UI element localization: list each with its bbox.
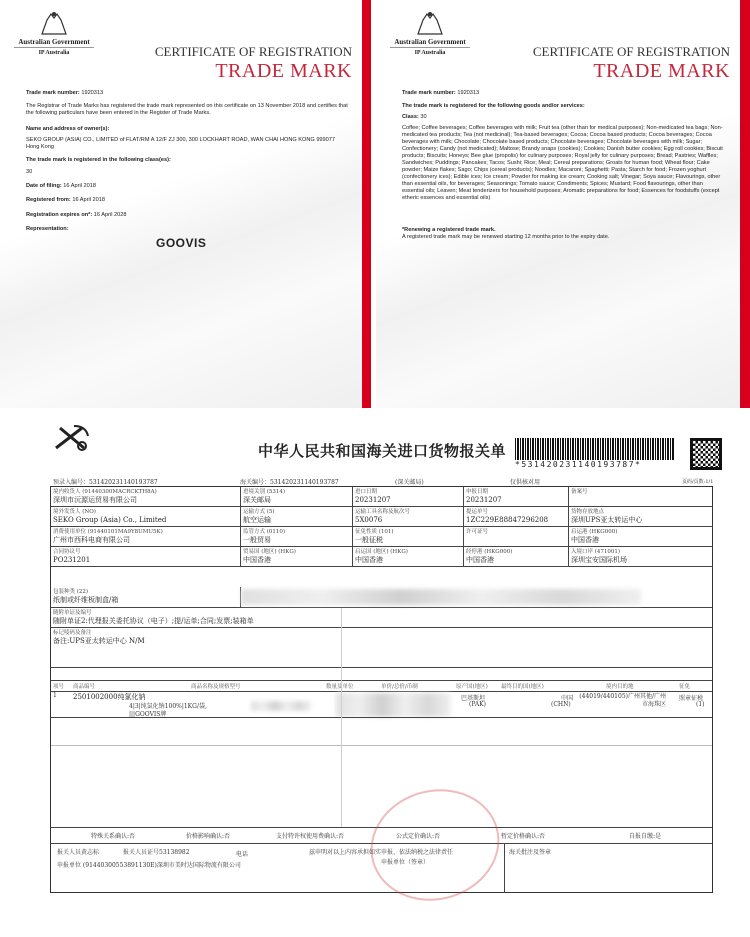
docs-cell — [51, 608, 713, 628]
class-label: Class: — [402, 114, 419, 120]
marks-label: 标记唛码及备注 — [53, 630, 92, 636]
field-cell — [51, 547, 241, 567]
from-date: 16 April 2018 — [72, 197, 105, 203]
field-label: 运输工具名称及航次号 — [355, 509, 411, 515]
redacted-area — [251, 701, 311, 711]
renew-text: A registered trade mark may be renewed starting 12 months prior to the expiry date. — [402, 234, 610, 240]
tm-number: 1920313 — [81, 90, 104, 96]
field-cell — [353, 547, 464, 567]
field-value: 一般征税 — [355, 536, 383, 544]
representation-label: Representation: — [26, 226, 69, 232]
docs-value: 随附单证2:代理报关委托协议（电子）;提/运单;合同;发票;装箱单 — [53, 617, 254, 625]
qr-code — [690, 438, 722, 470]
goods-label: The trade mark is registered for the following goods and/or services: — [402, 103, 585, 109]
field-value: 中国香港 — [355, 556, 383, 564]
declaring-unit: 申报单位 (91440300553891130E)深圳市美时达国际物流有限公司 — [57, 862, 241, 869]
declarant-number: 报关人员证号53138982 — [123, 849, 190, 856]
item-dest: 中国 — [561, 695, 574, 702]
field-label: 进口日期 — [355, 489, 378, 495]
field-label: 境内收货人 (91440300MACRCKTH8A) — [53, 489, 157, 495]
field-label: 贸易国 (地区) (HKG) — [243, 549, 296, 555]
pack-cell — [51, 587, 241, 608]
field-value: PO231201 — [53, 556, 91, 564]
certificate-left — [0, 0, 362, 408]
tm-number-label: Trade mark number: — [402, 90, 456, 96]
field-cell — [241, 527, 353, 547]
confirmation-item: 公式定价确认:否 — [396, 833, 441, 840]
class-value: 30 — [420, 114, 427, 120]
item-code: 2501002000 — [73, 693, 118, 701]
unit-seal: 申报单位（签章） — [381, 859, 430, 866]
gov-name: Australian Government — [390, 38, 470, 48]
check-only-note: 仅供核对用 — [510, 479, 541, 486]
item-spec: 4|3|纯氯化钠100%|1KG/袋, — [129, 703, 207, 710]
field-label: 经停港 (HKG000) — [466, 549, 513, 555]
marks-value: 备注:UPS亚太转运中心 N/M — [53, 637, 145, 645]
form-title: 中华人民共和国海关进口货物报关单 — [258, 442, 507, 460]
certificate-right — [376, 0, 740, 408]
field-value: 5X0076 — [355, 516, 383, 524]
field-value: 中国香港 — [571, 536, 599, 544]
item-brand: |||GOOVIS牌 — [129, 711, 167, 718]
item-header: 境内目的地 — [606, 684, 634, 690]
expires-date: 16 April 2028 — [93, 212, 127, 218]
field-label: 进境关别 (5314) — [243, 489, 286, 495]
certificate-title: CERTIFICATE OF REGISTRATION — [532, 44, 730, 59]
filing-label: Date of filing: — [26, 183, 62, 189]
agency-name: IP Australia — [414, 50, 446, 56]
barcode-number: *531420231140193787* — [515, 460, 642, 469]
field-cell — [569, 507, 713, 527]
barcode — [515, 438, 675, 460]
item-header: 商品名称及规格型号 — [191, 684, 241, 690]
field-label: 备案号 — [571, 489, 588, 495]
field-label: 启运国 (地区) (HKG) — [355, 549, 408, 555]
field-label: 境外发货人 (NO) — [53, 509, 96, 515]
confirmation-item: 支付特许权使用费确认:否 — [276, 833, 345, 840]
item-origin-code: (PAK) — [469, 701, 486, 708]
filing-date: 16 April 2018 — [63, 183, 96, 189]
docs-label: 随附单证及编号 — [53, 610, 92, 616]
from-label: Registered from: — [26, 197, 71, 203]
tm-number: 1920313 — [457, 90, 480, 96]
item-header: 项号 — [53, 684, 65, 690]
field-cell — [51, 527, 241, 547]
owner-label: Name and address of owner(s): — [26, 126, 110, 132]
field-value: 1ZC229E88847296208 — [466, 516, 549, 524]
renew-label: *Renewing a registered trade mark. — [402, 227, 496, 233]
phone-label: 电话 — [236, 851, 249, 858]
item-no: 1 — [53, 692, 57, 699]
pack-label: 包装种类 (22) — [53, 589, 89, 595]
red-border — [362, 0, 371, 408]
field-cell — [569, 487, 713, 507]
confirmation-item: 特殊关系确认:否 — [91, 833, 136, 840]
certificate-title: CERTIFICATE OF REGISTRATION — [154, 44, 352, 59]
field-value: 深圳宝安国际机场 — [571, 556, 627, 564]
expires-label: Registration expires on*: — [26, 212, 93, 218]
field-label: 申报日期 — [466, 489, 489, 495]
customs-emblem-icon — [52, 424, 90, 452]
crest-icon — [415, 10, 445, 36]
confirmation-item: 暂定价格确认:否 — [501, 833, 546, 840]
item-header: 原产国(地区) — [456, 684, 488, 690]
item-header: 单价/总价/币制 — [381, 684, 418, 690]
field-label: 许可证号 — [466, 529, 489, 535]
classes-label: The trade mark is registered in the following class(es): — [26, 157, 171, 163]
field-cell — [353, 527, 464, 547]
declaration-table — [50, 486, 713, 893]
field-value: 航空运输 — [243, 516, 271, 524]
confirmation-item: 自报自缴:是 — [629, 833, 662, 840]
redacted-area — [336, 693, 451, 717]
field-cell — [464, 547, 569, 567]
item-header: 商品编号 — [73, 684, 96, 690]
customs-note: 海关批注及签章 — [509, 849, 552, 856]
item-levy: 照章征税 — [679, 695, 704, 702]
classes-value: 30 — [26, 169, 33, 175]
item-origin: 巴基斯坦 — [461, 695, 486, 702]
item-header: 最终目的国(地区) — [501, 684, 544, 690]
field-label: 提运单号 — [466, 509, 489, 515]
trade-mark-heading: TRADE MARK — [593, 60, 730, 82]
owner-text: SEKO GROUP (ASIA) CO., LIMITED of FLAT/RM A 12/F ZJ 300, 300 LOCKHART ROAD, WAN CHAI HONG KONG 999077 Hong Kong — [26, 137, 335, 150]
field-label: 货物存放地点 — [571, 509, 605, 515]
pre-entry-number: 预录入编号：531420231140193787 — [53, 479, 158, 486]
field-value: 深圳市沅源运贸易有限公司 — [53, 496, 137, 504]
trade-mark-representation: GOOVIS — [156, 236, 207, 250]
field-cell — [464, 487, 569, 507]
field-label: 启运港 (HKG000) — [571, 529, 618, 535]
field-cell — [51, 487, 241, 507]
confirmation-item: 价格影响确认:否 — [186, 833, 231, 840]
field-value: 深关邮局 — [243, 496, 271, 504]
field-cell — [241, 507, 353, 527]
trade-mark-heading: TRADE MARK — [215, 60, 352, 82]
field-label: 入境口岸 (471001) — [571, 549, 621, 555]
tm-number-label: Trade mark number: — [26, 90, 80, 96]
coat-of-arms-logo — [390, 10, 470, 56]
goods-list: Coffee; Coffee beverages; Coffee beverages with milk; Fruit tea (other than for medical purposes); Non-medicated tea bags; Non-medicated tea products; Tea (not medicinal); Tea-based beverages; Cocoa; Cocoa based products; Cocoa beverages; Cocoa beverages with milk; Chocolate; Chocolate based products; Chocolate beverages; Chocolate beverages with milk; Sugar; Confectionery; Candy (not medicated); Maltose; Brandy snaps (cookies); Cookies; Danish butter cookies; Egg roll cookies; Biscuit products; Biscuits; Honeys; Bee glue (propolis) for culinary purposes; Royal jelly for culinary purposes; Bread; Pastries; Waffles; Sandwiches; Puddings; Pancakes; Tacos; Sushi; Rice; Meal; Cereal preparations; Groats for human food; Wheat flour; Cake powder; Maize flakes; Sago; Chips (cereal products); Noodles; Macaroni; Spaghetti; Pasta; Starch for food; Frozen yoghurt (confectionery ices); Edible ices; Ice cream; Powder for making ice cream; Cooking salt; Vinegar; Soya sauce; Flavourings, other than essential oils, for beverages; Seasonings; Tomato sauce; Condiments; Spices; Mustard; Food flavourings, other than essential oils; Leaven; Meat tenderizers for household purposes; Aromatic preparations for food; Essences for foodstuffs (except etheric essences and essential oils) — [402, 125, 723, 201]
page-count: 页码/页数:1/1 — [682, 479, 714, 485]
item-domestic-dest: (44019/440105)广州其他/广州市海珠区 — [579, 693, 666, 708]
field-cell — [51, 507, 241, 527]
field-value: 20231207 — [466, 496, 502, 504]
red-border — [740, 0, 750, 408]
item-name: 纯氯化钠 — [117, 693, 146, 701]
statement: 兹申明对以上内容承担如实申报、依法纳税之法律责任 — [309, 849, 454, 856]
customs-declaration-form — [0, 410, 750, 937]
customs-office: (深关邮局) — [395, 479, 424, 486]
item-levy-code: (1) — [696, 701, 705, 708]
field-value: 一般贸易 — [243, 536, 271, 544]
field-value: SEKO Group (Asia) Co., Limited — [53, 516, 167, 524]
field-value: 中国香港 — [243, 556, 271, 564]
field-value: 广州市西科电商有限公司 — [53, 536, 130, 544]
customs-number: 海关编号：531420231140193787 — [240, 479, 339, 486]
redacted-area — [241, 589, 641, 605]
field-label: 运输方式 (5) — [243, 509, 275, 515]
intro-text: The Registrar of Trade Marks has registered the trade mark represented on this certificate on 13 November 2018 and certifies that the following particulars have been entered in the Register of Trade Marks. — [26, 103, 348, 116]
field-cell — [353, 507, 464, 527]
item-header: 数量及单位 — [326, 684, 354, 690]
field-value: 20231207 — [355, 496, 391, 504]
item-dest-code: (CHN) — [551, 701, 571, 708]
field-label: 监管方式 (0110) — [243, 529, 286, 535]
gov-name: Australian Government — [14, 38, 94, 48]
pack-value: 纸制或纤维板制盒/箱 — [53, 596, 119, 604]
field-cell — [464, 507, 569, 527]
field-value: 深圳UPS亚太转运中心 — [571, 516, 643, 524]
crest-icon — [39, 10, 69, 36]
field-label: 合同协议号 — [53, 549, 81, 555]
marks-cell — [51, 628, 713, 668]
agency-name: IP Australia — [38, 50, 70, 56]
field-cell — [569, 527, 713, 547]
field-value: 中国香港 — [466, 556, 494, 564]
field-label: 征免性质 (101) — [355, 529, 394, 535]
field-cell — [464, 527, 569, 547]
field-cell — [241, 547, 353, 567]
field-label: 消费使用单位 (91440101MA9Y8UMU5K) — [53, 529, 163, 535]
field-cell — [353, 487, 464, 507]
field-cell — [241, 487, 353, 507]
declarant: 报关人员黄志标 — [57, 849, 100, 856]
field-cell — [569, 547, 713, 567]
item-header: 征免 — [679, 684, 691, 690]
coat-of-arms-logo — [14, 10, 94, 56]
